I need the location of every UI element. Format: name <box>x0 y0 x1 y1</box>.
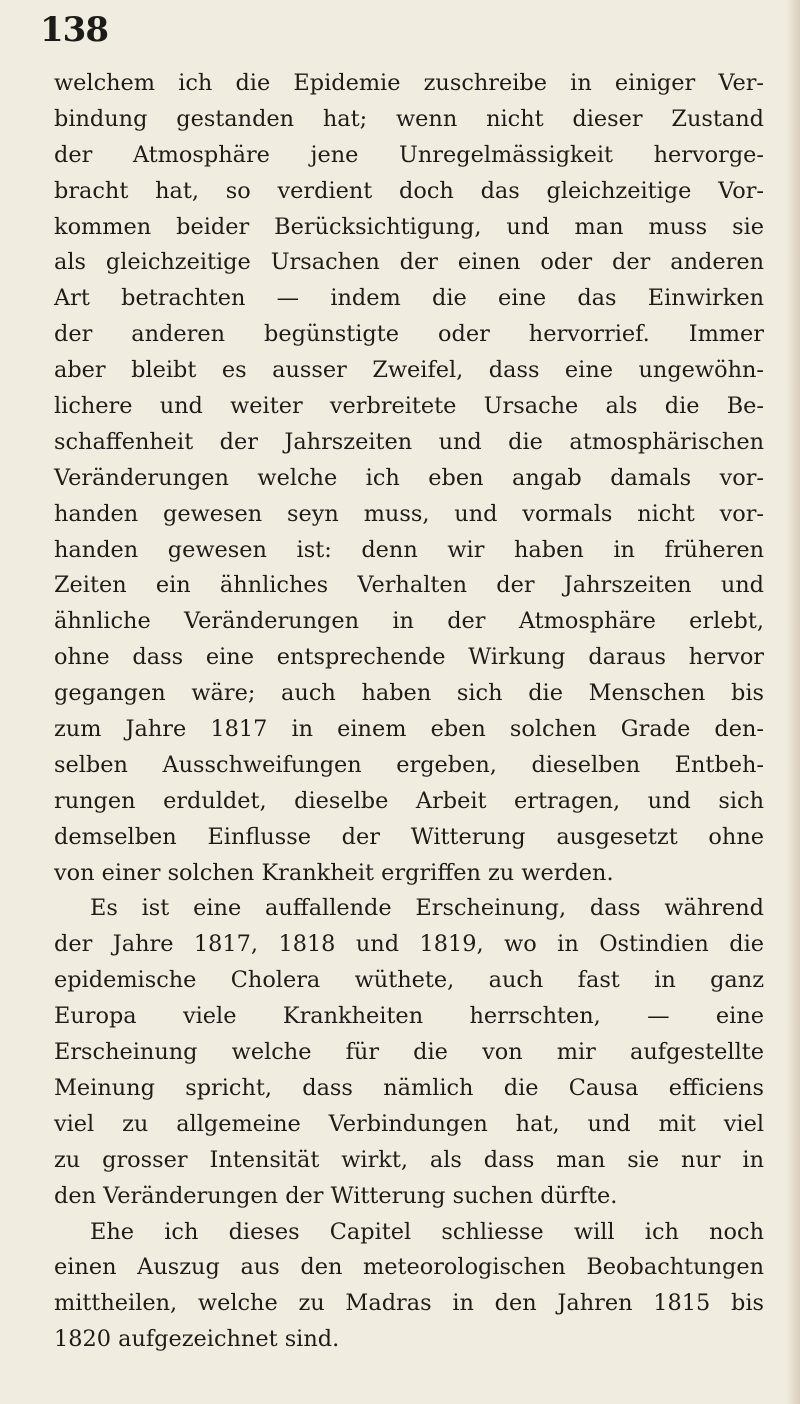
text-line: lichere und weiter verbreitete Ursache als die Be- <box>54 393 764 420</box>
text-line: gegangen wäre; auch haben sich die Menschen bis <box>54 680 764 707</box>
text-line: Zeiten ein ähnliches Verhalten der Jahrszeiten und <box>54 572 764 599</box>
text-line: der Atmosphäre jene Unregelmässigkeit hervorge- <box>54 141 764 168</box>
page-edge <box>786 0 800 1404</box>
text-line: selben Ausschweifungen ergeben, dieselben Entbeh- <box>54 751 764 778</box>
text-line: schaffenheit der Jahrszeiten und die atmosphärischen <box>54 428 764 455</box>
text-line: von einer solchen Krankheit ergriffen zu werden. <box>54 859 614 886</box>
body-text <box>54 66 764 1358</box>
text-line: ähnliche Veränderungen in der Atmosphäre erlebt, <box>54 608 764 635</box>
text-line: welchem ich die Epidemie zuschreibe in einiger Ver- <box>54 70 764 96</box>
text-line: Art betrachten — indem die eine das Einwirken <box>54 285 764 312</box>
text-line: Erscheinung welche für die von mir aufgestellte <box>54 1039 764 1066</box>
text-line: Veränderungen welche ich eben angab damals vor- <box>54 464 764 491</box>
text-line: der Jahre 1817, 1818 und 1819, wo in Ostindien die <box>54 931 764 958</box>
page-number: 138 <box>40 10 108 50</box>
text-line: bindung gestanden hat; wenn nicht dieser Zustand <box>54 105 764 132</box>
text-line: Ehe ich dieses Capitel schliesse will ich noch <box>90 1218 764 1245</box>
text-line: Es ist eine auffallende Erscheinung, dass während <box>90 895 764 922</box>
text-line: Meinung spricht, dass nämlich die Causa efficiens <box>54 1074 764 1101</box>
text-line: Europa viele Krankheiten herrschten, — eine <box>54 1003 764 1030</box>
text-line: rungen erduldet, dieselbe Arbeit ertragen, und sich <box>54 787 764 814</box>
text-line: ohne dass eine entsprechende Wirkung daraus hervor <box>54 644 764 671</box>
text-line: aber bleibt es ausser Zweifel, dass eine ungewöhn- <box>54 357 764 384</box>
text-line: 1820 aufgezeichnet sind. <box>54 1326 340 1353</box>
text-line: zu grosser Intensität wirkt, als dass man sie nur in <box>54 1146 764 1173</box>
text-line: einen Auszug aus den meteorologischen Beobachtungen <box>54 1254 764 1281</box>
text-line: als gleichzeitige Ursachen der einen oder der anderen <box>54 249 764 276</box>
text-line: der anderen begünstigte oder hervorrief. Immer <box>54 321 764 348</box>
text-line: mittheilen, welche zu Madras in den Jahren 1815 bis <box>54 1290 764 1317</box>
text-line: kommen beider Berücksichtigung, und man muss sie <box>54 213 764 240</box>
text-line: zum Jahre 1817 in einem eben solchen Grade den- <box>54 716 764 743</box>
text-line: bracht hat, so verdient doch das gleichzeitige Vor- <box>54 177 764 204</box>
text-line: viel zu allgemeine Verbindungen hat, und mit viel <box>54 1110 764 1137</box>
text-line: den Veränderungen der Witterung suchen dürfte. <box>54 1182 618 1209</box>
text-line: epidemische Cholera wüthete, auch fast in ganz <box>54 967 764 994</box>
text-line: handen gewesen seyn muss, und vormals nicht vor- <box>54 500 764 527</box>
text-line: handen gewesen ist: denn wir haben in früheren <box>54 536 764 563</box>
text-line: demselben Einflusse der Witterung ausgesetzt ohne <box>54 823 764 850</box>
